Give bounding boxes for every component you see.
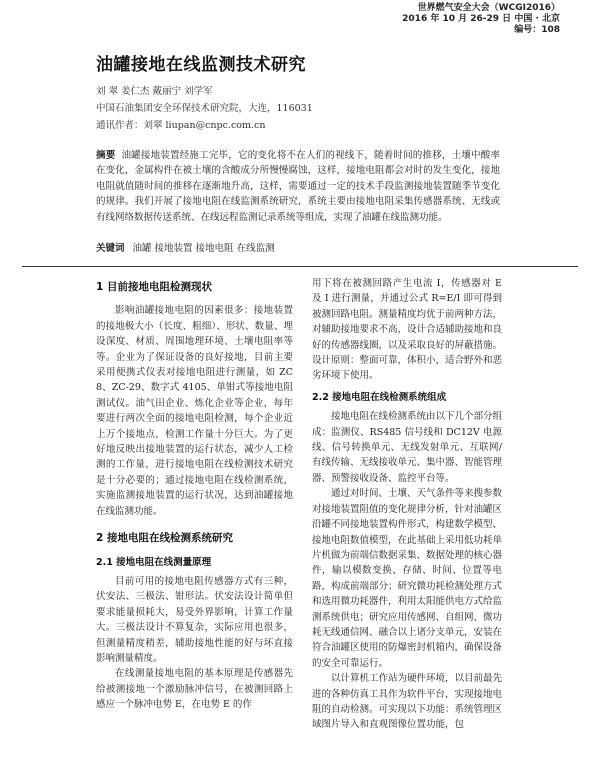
corresponding-author: 通讯作者：刘翠 liupan@cnpc.com.cn <box>96 120 266 131</box>
abstract <box>96 148 500 225</box>
paper-title: 油罐接地在线监测技术研究 <box>96 55 306 75</box>
right-column <box>312 276 502 733</box>
section-2-1-paragraph-1: 目前可用的接地电阻传感器方式有三种，伏安法、三极法、钳形法。伏安法设计简单但要求能量损耗大，易受外界影响，计算工作量大。三极法设计不算复杂，实际应用也很多，但测量精度稍差，辅助接地性能的好与坏直接影响测量精度。 <box>96 575 293 664</box>
section-2-1-heading: 2.1 接地电阻在线测量原理 <box>96 556 212 568</box>
left-column <box>96 280 293 713</box>
section-2-heading: 2 接地电阻在线检测系统研究 <box>96 532 233 545</box>
keywords-label: 关键词 <box>96 243 125 254</box>
conference-name: 世界燃气安全大会（WCGI2016） <box>417 3 560 13</box>
abstract-text: 油罐接地装置经施工完毕，它的变化将不在人们的视线下，随着时间的推移，土壤中酸率在变化，金属构件在被土壤的含酸成分所慢慢腐蚀，这样，接地电阻都会对时的发生变化，接地电阻就值随时间的推移在逐渐地升高，这样，需要通过一定的技术手段监测接地装置随季节变化的规律。我们开展了接地电阻在线监测系统研究，系统主要由接地电阻采集传感器系统、无线或有线网络数据传送系统、在线远程监测记录系统等组成，实现了油罐在线监测功能。 <box>96 150 500 223</box>
divider <box>22 266 578 267</box>
section-2-2-paragraph-1: 接地电阻在线检测系统由以下几个部分组成：监测仪、RS485 信号线和 DC12V 电源线、信号转换单元、无线发射单元、互联网/有线传输、无线接收单元、集中器、智能管理器、预警接收设备、监控平台等。 <box>312 411 503 484</box>
section-2-2-paragraph-3: 以计算机工作站为硬件环境，以目前最先进的各种仿真工具作为软件平台，实现接地电阻的自动检测。可实现以下功能：系统管理区域图片导入和直观图像位置功能，包 <box>312 673 503 731</box>
keywords-text: 油罐 接地装置 接地电阻 在线监测 <box>132 243 275 254</box>
affiliation: 中国石油集团安全环保技术研究院，大连，116031 <box>96 103 313 114</box>
keywords <box>96 240 275 254</box>
section-2-2-paragraph-2: 通过对时间、土壤、天气条件等来搜参数对接地装置阻值的变化规律分析，针对油罐区沿罐不同接地装置构件形式，构建数学模型、接地电阻数值模型，在此基础上采用低功耗单片机做为前端信数据采集、数据处理的核心器件，输以模数变换、存储、时间、位置等电路，构成前端部分；研究微功耗检测处理方式和选用微功耗器件，利用太阳能供电方式给监测系统供电；研究应用传感网、自组网、微功耗无线通信网、融合以上诸分支单元，安装在符合油罐区使用的防爆密封机箱内，确保设备的安全可靠运行。 <box>312 488 503 669</box>
continued-paragraph: 用下将在被测回路产生电流 I，传感器对 E 及 I 进行测量，并通过公式 R=E/I 即可得到被测回路电阻。测量精度均优于前两种方法，对辅助接地要求不高，设计合适辅助接地和良好的传感器线圈，以及采取良好的屏蔽措施。设计原则：整面可靠，体积小，适合野外和恶劣环境下使用。 <box>312 278 503 382</box>
abstract-label: 摘要 <box>96 150 116 161</box>
section-1-heading: 1 目前接地电阻检测现状 <box>96 281 212 293</box>
section-2-2-heading: 2.2 接地电阻在线检测系统组成 <box>312 391 447 403</box>
section-1-paragraph: 影响油罐接地电阻的因素很多：接地装置的接地极大小（长度、粗细）、形状、数量、埋设深度、材质、周围地理环境、土壤电阻率等等。企业为了保证设备的良好接地，目前主要采用便携式仪表对接地电阻进行测量，如 ZC 8、ZC-29、数字式 4105、单钳式等接地电阻测试仪。油气田企业、炼化企业等企业，每年要进行两次全面的接地电阻检测，每个企业近上万个接地点，检测工作量十分巨大。为了更好地反映出接地装置的运行状态，减少人工检测的工作量，进行接地电阻在线检测技术研究是十分必要的；通过接地电阻在线检测系统，实施监测接地装置的运行状况，达到油罐接地在线监测功能。 <box>96 305 293 517</box>
section-2-1-paragraph-2: 在线测量接地电阻的基本原理是传感器先给被测接地一个激励脉冲信号，在被测回路上感应一个脉冲电势 E，在电势 E 的作 <box>96 668 293 711</box>
conference-date: 2016 年 10 月 26-29 日 中国 · 北京 <box>402 14 560 24</box>
paper-number: 编号：108 <box>514 25 560 35</box>
authors: 刘 翠 姜仁杰 戴丽宁 刘学军 <box>96 86 213 97</box>
